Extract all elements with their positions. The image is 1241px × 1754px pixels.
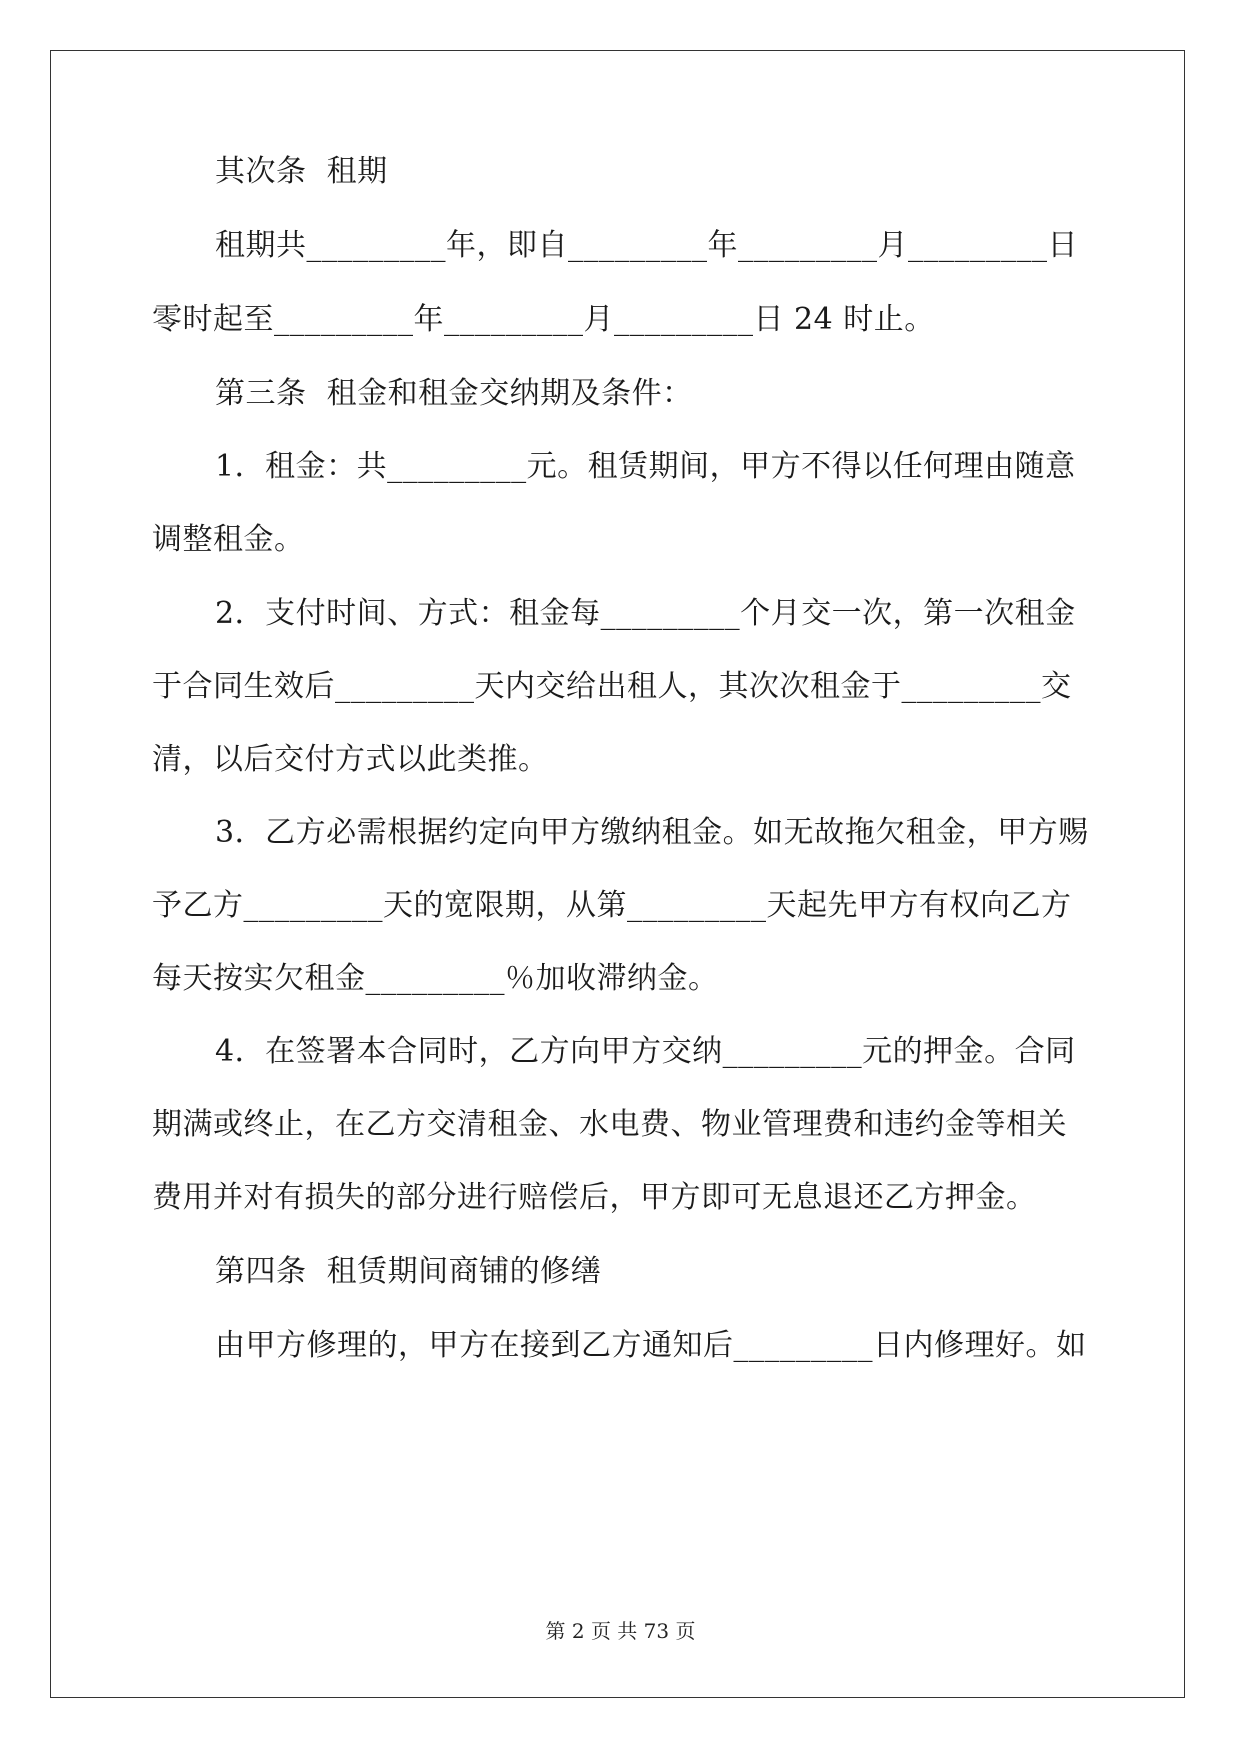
paragraph-line: 零时起至_________年_________月_________日 24 时止。 — [152, 302, 935, 337]
paragraph-line: 租期共_________年，即自_________年_________月_________日 — [215, 228, 1078, 263]
paragraph-line: 每天按实欠租金_________％加收滞纳金。 — [152, 961, 719, 996]
page-number-footer: 第 2 页 共 73 页 — [545, 1619, 696, 1643]
paragraph-line: 费用并对有损失的部分进行赔偿后，甲方即可无息退还乙方押金。 — [152, 1180, 1037, 1215]
paragraph-line: 2．支付时间、方式：租金每_________个月交一次，第一次租金 — [215, 596, 1076, 631]
paragraph-line: 于合同生效后_________天内交给出租人，其次次租金于_________交 — [152, 669, 1072, 704]
section-heading-rent: 第三条 租金和租金交纳期及条件： — [215, 376, 693, 411]
paragraph-line: 3．乙方必需根据约定向甲方缴纳租金。如无故拖欠租金，甲方赐 — [215, 815, 1089, 850]
section-heading-term: 其次条 租期 — [215, 154, 388, 189]
paragraph-line: 4．在签署本合同时，乙方向甲方交纳_________元的押金。合同 — [215, 1034, 1076, 1069]
page-border — [50, 50, 1185, 1698]
paragraph-line: 清，以后交付方式以此类推。 — [152, 742, 549, 777]
paragraph-line: 予乙方_________天的宽限期，从第_________天起先甲方有权向乙方 — [152, 888, 1072, 923]
paragraph-line: 由甲方修理的，甲方在接到乙方通知后_________日内修理好。如 — [215, 1328, 1087, 1363]
paragraph-line: 1．租金：共_________元。租赁期间，甲方不得以任何理由随意 — [215, 449, 1076, 484]
paragraph-line: 调整租金。 — [152, 522, 305, 557]
paragraph-line: 期满或终止，在乙方交清租金、水电费、物业管理费和违约金等相关 — [152, 1107, 1067, 1142]
section-heading-repair: 第四条 租赁期间商铺的修缮 — [215, 1254, 602, 1289]
